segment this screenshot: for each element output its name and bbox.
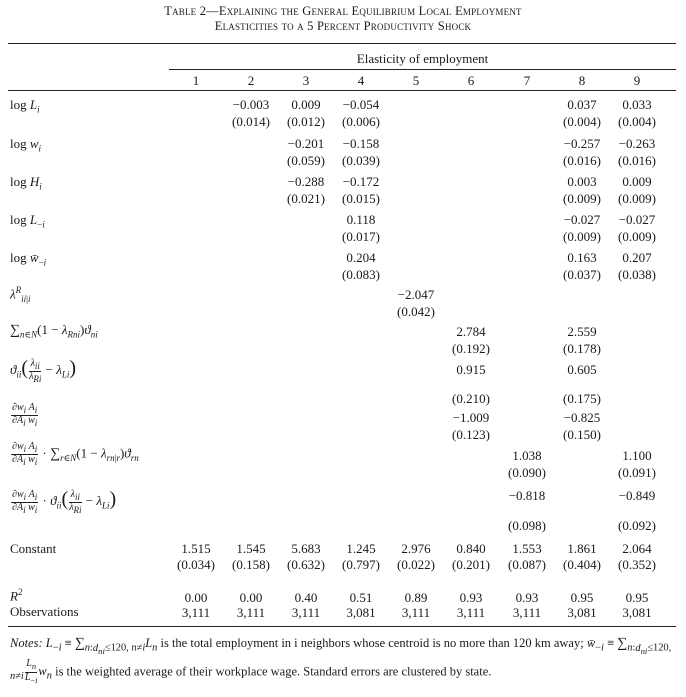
cell-logL-coef-col9: 0.033: [622, 97, 652, 112]
cell-constant-coef-col8: 1.861: [567, 541, 597, 556]
table-title-line2: Elasticities to a 5 Percent Productivity Shock: [214, 19, 472, 33]
cell-dwdA-coef-col6: −1.009: [452, 410, 490, 425]
column-header-8: 8: [578, 73, 586, 88]
cell-theta-se-col6: (0.210): [452, 391, 490, 406]
cell-dwdAsum-coef-col9: 1.100: [622, 448, 652, 463]
cell-obs-col5: 3,111: [401, 605, 431, 620]
cell-logw-se-col9: (0.016): [618, 153, 656, 168]
cell-logH-coef-col3: −0.288: [287, 174, 325, 189]
cell-logL-coef-col3: 0.009: [291, 97, 321, 112]
cell-logL-coef-col4: −0.054: [342, 97, 380, 112]
cell-constant-se-col3: (0.632): [287, 557, 325, 572]
row-label-logwbar: $\log w̄_{-i}$: [10, 250, 47, 268]
cell-logw-coef-col3: −0.201: [287, 136, 325, 151]
cell-r2-col9: 0.95: [625, 590, 649, 605]
cell-constant-se-col1: (0.034): [177, 557, 215, 572]
cell-logw-coef-col4: −0.158: [342, 136, 380, 151]
cell-logL-coef-col2: −0.003: [232, 97, 270, 112]
cell-logLmi-se-col4: (0.017): [342, 229, 380, 244]
cell-lambda-se-col5: (0.042): [397, 304, 435, 319]
cell-constant-se-col2: (0.158): [232, 557, 270, 572]
cell-lambda-coef-col5: −2.047: [397, 287, 435, 302]
cell-obs-col6: 3,111: [456, 605, 486, 620]
cell-logH-se-col9: (0.009): [618, 191, 656, 206]
cell-constant-coef-col4: 1.245: [346, 541, 376, 556]
cell-logLmi-se-col9: (0.009): [618, 229, 656, 244]
column-spanner: Elasticity of employment: [356, 51, 489, 66]
cell-r2-col6: 0.93: [459, 590, 483, 605]
cell-logL-se-col4: (0.006): [342, 114, 380, 129]
cell-constant-coef-col6: 0.840: [456, 541, 486, 556]
cell-theta-coef-col6: 0.915: [456, 362, 486, 377]
row-label-logL: $\log L_i$: [10, 97, 40, 115]
cell-r2-col3: 0.40: [294, 590, 318, 605]
cell-constant-se-col7: (0.087): [508, 557, 546, 572]
cell-logw-coef-col8: −0.257: [563, 136, 601, 151]
row-label-logw: $\log w_i$: [10, 136, 42, 154]
row-label-dwdAsum: $\frac{\partial w_i A_i}{\partial A_i w_i}$ · $\sum_{r\in N}(1 - \lambda_{rn|r})ϑ_{rn}$: [12, 441, 139, 467]
cell-constant-se-col4: (0.797): [342, 557, 380, 572]
cell-r2-col5: 0.89: [404, 590, 428, 605]
cell-sumlambda-se-col8: (0.178): [563, 341, 601, 356]
cell-logLmi-coef-col9: −0.027: [618, 212, 656, 227]
row-label-observations: Observations: [10, 604, 79, 619]
cell-constant-coef-col3: 5.683: [291, 541, 321, 556]
cell-logw-se-col4: (0.039): [342, 153, 380, 168]
cell-logH-se-col8: (0.009): [563, 191, 601, 206]
cell-constant-coef-col7: 1.553: [512, 541, 542, 556]
table-title-line1: Table 2—Explaining the General Equilibrium Local Employment: [164, 4, 522, 18]
row-label-constant: Constant: [10, 541, 57, 556]
cell-logLmi-coef-col4: 0.118: [346, 212, 376, 227]
cell-r2-col8: 0.95: [570, 590, 594, 605]
bottom-rule: [8, 626, 676, 627]
cell-constant-se-col6: (0.201): [452, 557, 490, 572]
cell-r2-col2: 0.00: [239, 590, 263, 605]
cell-logwbar-coef-col8: 0.163: [567, 250, 597, 265]
column-header-4: 4: [357, 73, 365, 88]
header-rule: [8, 90, 676, 91]
cell-dwdAtheta-coef-col9: −0.849: [618, 488, 656, 503]
cell-sumlambda-coef-col6: 2.784: [456, 324, 486, 339]
cell-constant-se-col9: (0.352): [618, 557, 656, 572]
cell-dwdAsum-se-col9: (0.091): [618, 465, 656, 480]
column-header-9: 9: [633, 73, 641, 88]
column-header-3: 3: [302, 73, 310, 88]
cell-dwdAtheta-se-col9: (0.092): [618, 518, 656, 533]
cell-logH-se-col3: (0.021): [287, 191, 325, 206]
cell-r2-col4: 0.51: [349, 590, 373, 605]
cell-obs-col2: 3,111: [236, 605, 266, 620]
cell-logH-coef-col9: 0.009: [622, 174, 652, 189]
cell-logw-se-col8: (0.016): [563, 153, 601, 168]
cell-dwdAsum-se-col7: (0.090): [508, 465, 546, 480]
cell-obs-col3: 3,111: [291, 605, 321, 620]
row-label-sumlambda: $\sum_{n\in N}(1 - \lambda_{Rni})ϑ_{ni}$: [10, 322, 98, 340]
cell-logw-coef-col9: −0.263: [618, 136, 656, 151]
cell-logwbar-se-col9: (0.038): [618, 267, 656, 282]
column-header-2: 2: [247, 73, 255, 88]
cell-logwbar-coef-col4: 0.204: [346, 250, 376, 265]
cell-obs-col9: 3,081: [622, 605, 652, 620]
cell-constant-se-col8: (0.404): [563, 557, 601, 572]
cell-logH-coef-col8: 0.003: [567, 174, 597, 189]
column-header-5: 5: [412, 73, 420, 88]
top-rule: [8, 43, 676, 44]
row-label-r2: $R^2$: [10, 587, 23, 604]
notes-text-1: is the total employment in i neighbors whose centroid is no more than 120 km: [160, 636, 551, 650]
cell-dwdA-se-col8: (0.150): [563, 427, 601, 442]
spanner-rule: [169, 69, 676, 70]
cell-logLmi-coef-col8: −0.027: [563, 212, 601, 227]
cell-theta-coef-col8: 0.605: [567, 362, 597, 377]
cell-r2-col1: 0.00: [184, 590, 208, 605]
column-header-6: 6: [467, 73, 475, 88]
cell-dwdA-se-col6: (0.123): [452, 427, 490, 442]
cell-constant-coef-col9: 2.064: [622, 541, 652, 556]
cell-logwbar-se-col4: (0.083): [342, 267, 380, 282]
cell-logL-se-col2: (0.014): [232, 114, 270, 129]
cell-logwbar-se-col8: (0.037): [563, 267, 601, 282]
row-label-lambda: $\lambda^R_{ii|i}$: [10, 285, 31, 304]
row-label-logLmi: $\log L_{-i}$: [10, 212, 45, 230]
row-label-dwdA: $\frac{\partial w_i A_i}{\partial A_i w_i}$: [12, 402, 38, 428]
notes-text-4: by state.: [449, 664, 492, 679]
cell-sumlambda-coef-col8: 2.559: [567, 324, 597, 339]
cell-logL-se-col3: (0.012): [287, 114, 325, 129]
cell-logL-se-col9: (0.004): [618, 114, 656, 129]
cell-theta-se-col8: (0.175): [563, 391, 601, 406]
cell-obs-col7: 3,111: [512, 605, 542, 620]
cell-dwdAtheta-coef-col7: −0.818: [508, 488, 546, 503]
row-label-logH: $\log H_i$: [10, 174, 42, 192]
cell-dwdAtheta-se-col7: (0.098): [508, 518, 546, 533]
cell-logLmi-se-col8: (0.009): [563, 229, 601, 244]
cell-logw-se-col3: (0.059): [287, 153, 325, 168]
cell-dwdAsum-coef-col7: 1.038: [512, 448, 542, 463]
cell-obs-col4: 3,081: [346, 605, 376, 620]
column-header-7: 7: [523, 73, 531, 88]
cell-logL-se-col8: (0.004): [563, 114, 601, 129]
cell-logH-coef-col4: −0.172: [342, 174, 380, 189]
column-header-1: 1: [192, 73, 200, 88]
row-label-theta: $ϑ_{ii}$( $\frac{\lambda_{ii}}{\lambda_{Ri}}$ − $\lambda_{Li}$): [10, 357, 77, 384]
notes-lead: Notes:: [10, 636, 43, 650]
notes-text-2: away;: [553, 636, 584, 650]
cell-constant-coef-col1: 1.515: [181, 541, 211, 556]
cell-constant-coef-col2: 1.545: [236, 541, 266, 556]
cell-logH-se-col4: (0.015): [342, 191, 380, 206]
cell-dwdA-coef-col8: −0.825: [563, 410, 601, 425]
cell-r2-col7: 0.93: [515, 590, 539, 605]
cell-constant-se-col5: (0.022): [397, 557, 435, 572]
cell-obs-col1: 3,111: [181, 605, 211, 620]
cell-logL-coef-col8: 0.037: [567, 97, 597, 112]
cell-obs-col8: 3,081: [567, 605, 597, 620]
cell-constant-coef-col5: 2.976: [401, 541, 431, 556]
row-label-dwdAtheta: $\frac{\partial w_i A_i}{\partial A_i w_i}$ · $ϑ_{ii}$( $\frac{\lambda_{ii}}{\lambda_{Ri}}$ − $\lambda_{Li}$): [12, 488, 117, 515]
table-notes: Notes: $L_{-i} \equiv \sum_{n:d_{ni}\le 120, n\ne i}L_n$ is the total employment in i neighbors whose centroid is no more than 120 km away; $w̄_{-i} \equiv \sum_{n:d_{ni}\le 120, n\ne i}$ $\frac{L_n}{L_{-i}}$ $w_n$ is the weighted average of their workplace wage. Standard errors are clustered by state.: [10, 636, 672, 686]
cell-logwbar-coef-col9: 0.207: [622, 250, 652, 265]
notes-text-3: is the weighted average of their workplace wage. Standard errors are clustered: [55, 664, 447, 679]
cell-sumlambda-se-col6: (0.192): [452, 341, 490, 356]
